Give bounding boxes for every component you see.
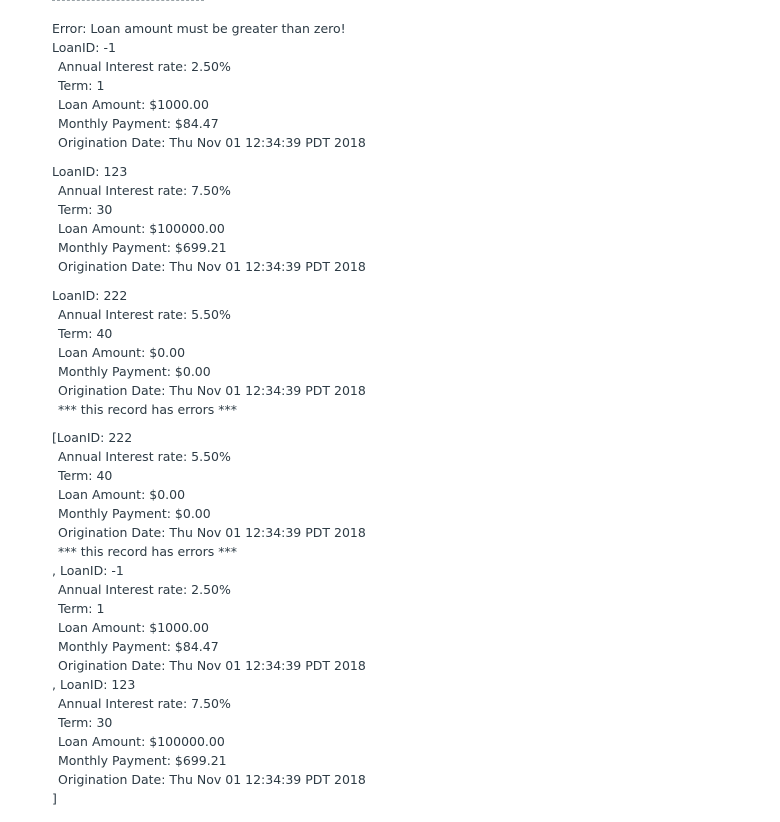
spacer: [52, 419, 752, 428]
loan-amount: Loan Amount: $0.00: [58, 487, 186, 502]
monthly-payment: Monthly Payment: $84.47: [58, 639, 219, 654]
console-output: [52, 19, 752, 808]
interest-rate: Annual Interest rate: 2.50%: [58, 59, 231, 74]
loan-amount: Loan Amount: $100000.00: [58, 221, 225, 236]
loan-record: [52, 38, 752, 152]
origination-date: Origination Date: Thu Nov 01 12:34:39 PDT 2018: [58, 383, 366, 398]
list-item: [52, 428, 752, 561]
list-item: [52, 561, 752, 675]
origination-date: Origination Date: Thu Nov 01 12:34:39 PDT 2018: [58, 658, 366, 673]
loan-id: LoanID: 123: [52, 164, 128, 179]
loan-id: , LoanID: -1: [52, 563, 124, 578]
term: Term: 40: [58, 468, 113, 483]
interest-rate: Annual Interest rate: 2.50%: [58, 582, 231, 597]
monthly-payment: Monthly Payment: $699.21: [58, 753, 227, 768]
term: Term: 30: [58, 715, 113, 730]
interest-rate: Annual Interest rate: 7.50%: [58, 183, 231, 198]
origination-date: Origination Date: Thu Nov 01 12:34:39 PDT 2018: [58, 259, 366, 274]
loan-id: LoanID: -1: [52, 40, 116, 55]
loan-record: [52, 286, 752, 419]
term: Term: 1: [58, 78, 105, 93]
term: Term: 1: [58, 601, 105, 616]
error-message: Error: Loan amount must be greater than zero!: [52, 21, 346, 36]
loan-list-output: [52, 428, 752, 808]
loan-amount: Loan Amount: $0.00: [58, 345, 186, 360]
origination-date: Origination Date: Thu Nov 01 12:34:39 PDT 2018: [58, 772, 366, 787]
interest-rate: Annual Interest rate: 5.50%: [58, 307, 231, 322]
origination-date: Origination Date: Thu Nov 01 12:34:39 PDT 2018: [58, 135, 366, 150]
interest-rate: Annual Interest rate: 5.50%: [58, 449, 231, 464]
monthly-payment: Monthly Payment: $0.00: [58, 506, 211, 521]
interest-rate: Annual Interest rate: 7.50%: [58, 696, 231, 711]
top-divider: [52, 0, 204, 1]
monthly-payment: Monthly Payment: $84.47: [58, 116, 219, 131]
spacer: [52, 276, 752, 286]
error-flag: *** this record has errors ***: [58, 544, 237, 559]
list-item: [52, 675, 752, 789]
term: Term: 30: [58, 202, 113, 217]
monthly-payment: Monthly Payment: $0.00: [58, 364, 211, 379]
monthly-payment: Monthly Payment: $699.21: [58, 240, 227, 255]
loan-id: [LoanID: 222: [52, 430, 133, 445]
loan-record: [52, 162, 752, 276]
origination-date: Origination Date: Thu Nov 01 12:34:39 PDT 2018: [58, 525, 366, 540]
loan-amount: Loan Amount: $100000.00: [58, 734, 225, 749]
error-flag: *** this record has errors ***: [58, 402, 237, 417]
loan-amount: Loan Amount: $1000.00: [58, 97, 209, 112]
loan-amount: Loan Amount: $1000.00: [58, 620, 209, 635]
spacer: [52, 152, 752, 162]
loan-id: , LoanID: 123: [52, 677, 136, 692]
list-close-bracket: ]: [52, 791, 57, 806]
loan-id: LoanID: 222: [52, 288, 128, 303]
term: Term: 40: [58, 326, 113, 341]
